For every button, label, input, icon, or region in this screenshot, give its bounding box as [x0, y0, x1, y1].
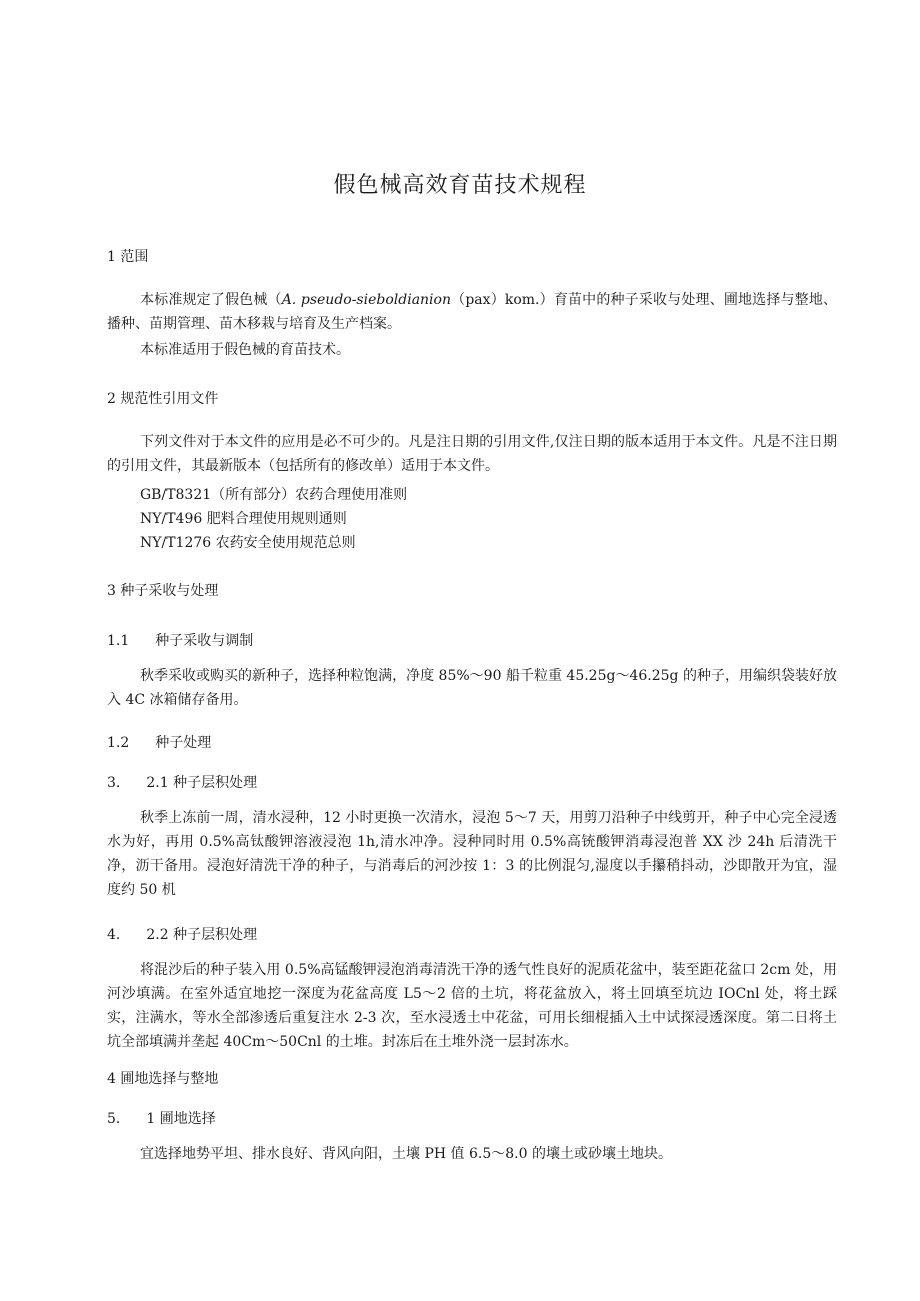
subsection-title: 种子采收与调制 — [155, 633, 254, 649]
document-title: 假色械高效育苗技术规程 — [333, 173, 587, 198]
section-3-heading: 3 种子采收与处理 — [107, 583, 219, 599]
subsection-3-2-2-heading — [107, 924, 257, 944]
subsection-4-1-heading — [107, 1108, 216, 1128]
section-2-heading: 2 规范性引用文件 — [107, 391, 219, 407]
subsection-title: 1 圃地选择 — [146, 1111, 216, 1127]
section-1-paragraph-2: 本标准适用于假色械的育苗技术。 — [140, 342, 350, 358]
reference-item: NY/T496 肥料合理使用规则通则 — [140, 511, 347, 527]
subsection-title: 2.1 种子层积处理 — [146, 775, 258, 791]
subsection-3-2-2-paragraph: 将混沙后的种子装入用 0.5%高锰酸钾浸泡消毒清洗干净的透气性良好的泥质花盆中，装至距花盆口 2cm 处，用河沙填满。在室外适宜地挖一深度为花盆高度 L5～2 倍的土坑，将花盆放入，将土回填至坑边 IOCnl 处，将土踩实，注满水，等水全部渗透后重复注水 2-3 次，至水浸透土中花盆，可用长细棍插入土中试探浸透深度。第二日将土坑全部填满并垄起 40Cm～50Cnl 的土堆。封冻后在土堆外浇一层封冻水。 — [107, 962, 837, 1050]
subsection-number: 5. — [107, 1111, 121, 1127]
reference-item: GB/T8321（所有部分）农药合理使用准则 — [140, 487, 408, 503]
subsection-title: 2.2 种子层积处理 — [146, 927, 258, 943]
section-1-paragraph-1 — [107, 288, 837, 336]
section-1-heading: 1 范围 — [107, 249, 149, 265]
subsection-3-2-1-paragraph: 秋季上冻前一周，清水浸种，12 小时更换一次清水，浸泡 5～7 天，用剪刀沿种子中线剪开，种子中心完全浸透水为好，再用 0.5%高钛酸钾溶液浸泡 1h,清水冲净。浸种同时用 0.5%高铳酸钾消毒浸泡普 XX 沙 24h 后清洗干净，沥干备用。浸泡好清洗干净的种子，与消毒后的河沙按 1：3 的比例混匀,湿度以手攥稍抖动，沙即散开为宜，湿度约 50 机 — [107, 810, 837, 898]
paragraph-1-text-a: 本标准规定了假色械（ — [140, 292, 282, 308]
subsection-number: 3. — [107, 775, 121, 791]
subsection-3-2-heading — [107, 732, 211, 752]
subsection-4-1-paragraph: 宜选择地势平坦、排水良好、背风向阳，土壤 PH 值 6.5～8.0 的壤土或砂壤土地块。 — [140, 1146, 672, 1162]
subsection-number: 1.1 — [107, 633, 130, 649]
subsection-3-1-paragraph: 秋季采收或购买的新种子，选择种粒饱满，净度 85%～90 船千粒重 45.25g～46.25g 的种子，用编织袋装好放入 4C 冰箱储存备用。 — [107, 668, 837, 708]
subsection-number: 1.2 — [107, 735, 130, 751]
subsection-title: 种子处理 — [155, 735, 212, 751]
paragraph-1-text-b: （pax）kom.）育苗中的种子采收与处理、圃地选择与整地、播种、苗期管理、苗木移栽与培育及生产档案。 — [107, 292, 838, 332]
reference-item: NY/T1276 农药安全使用规范总则 — [140, 535, 356, 551]
subsection-3-2-1-heading — [107, 772, 257, 792]
subsection-3-1-heading — [107, 630, 253, 650]
subsection-number: 4. — [107, 927, 121, 943]
section-4-heading: 4 圃地选择与整地 — [107, 1071, 219, 1087]
section-2-paragraph-1: 下列文件对于本文件的应用是必不可少的。凡是注日期的引用文件,仅注日期的版本适用于本文件。凡是不注日期的引用文件，其最新版本（包括所有的修改单）适用于本文件。 — [107, 434, 837, 474]
species-name: A. pseudo-sieboldianion — [281, 292, 451, 308]
